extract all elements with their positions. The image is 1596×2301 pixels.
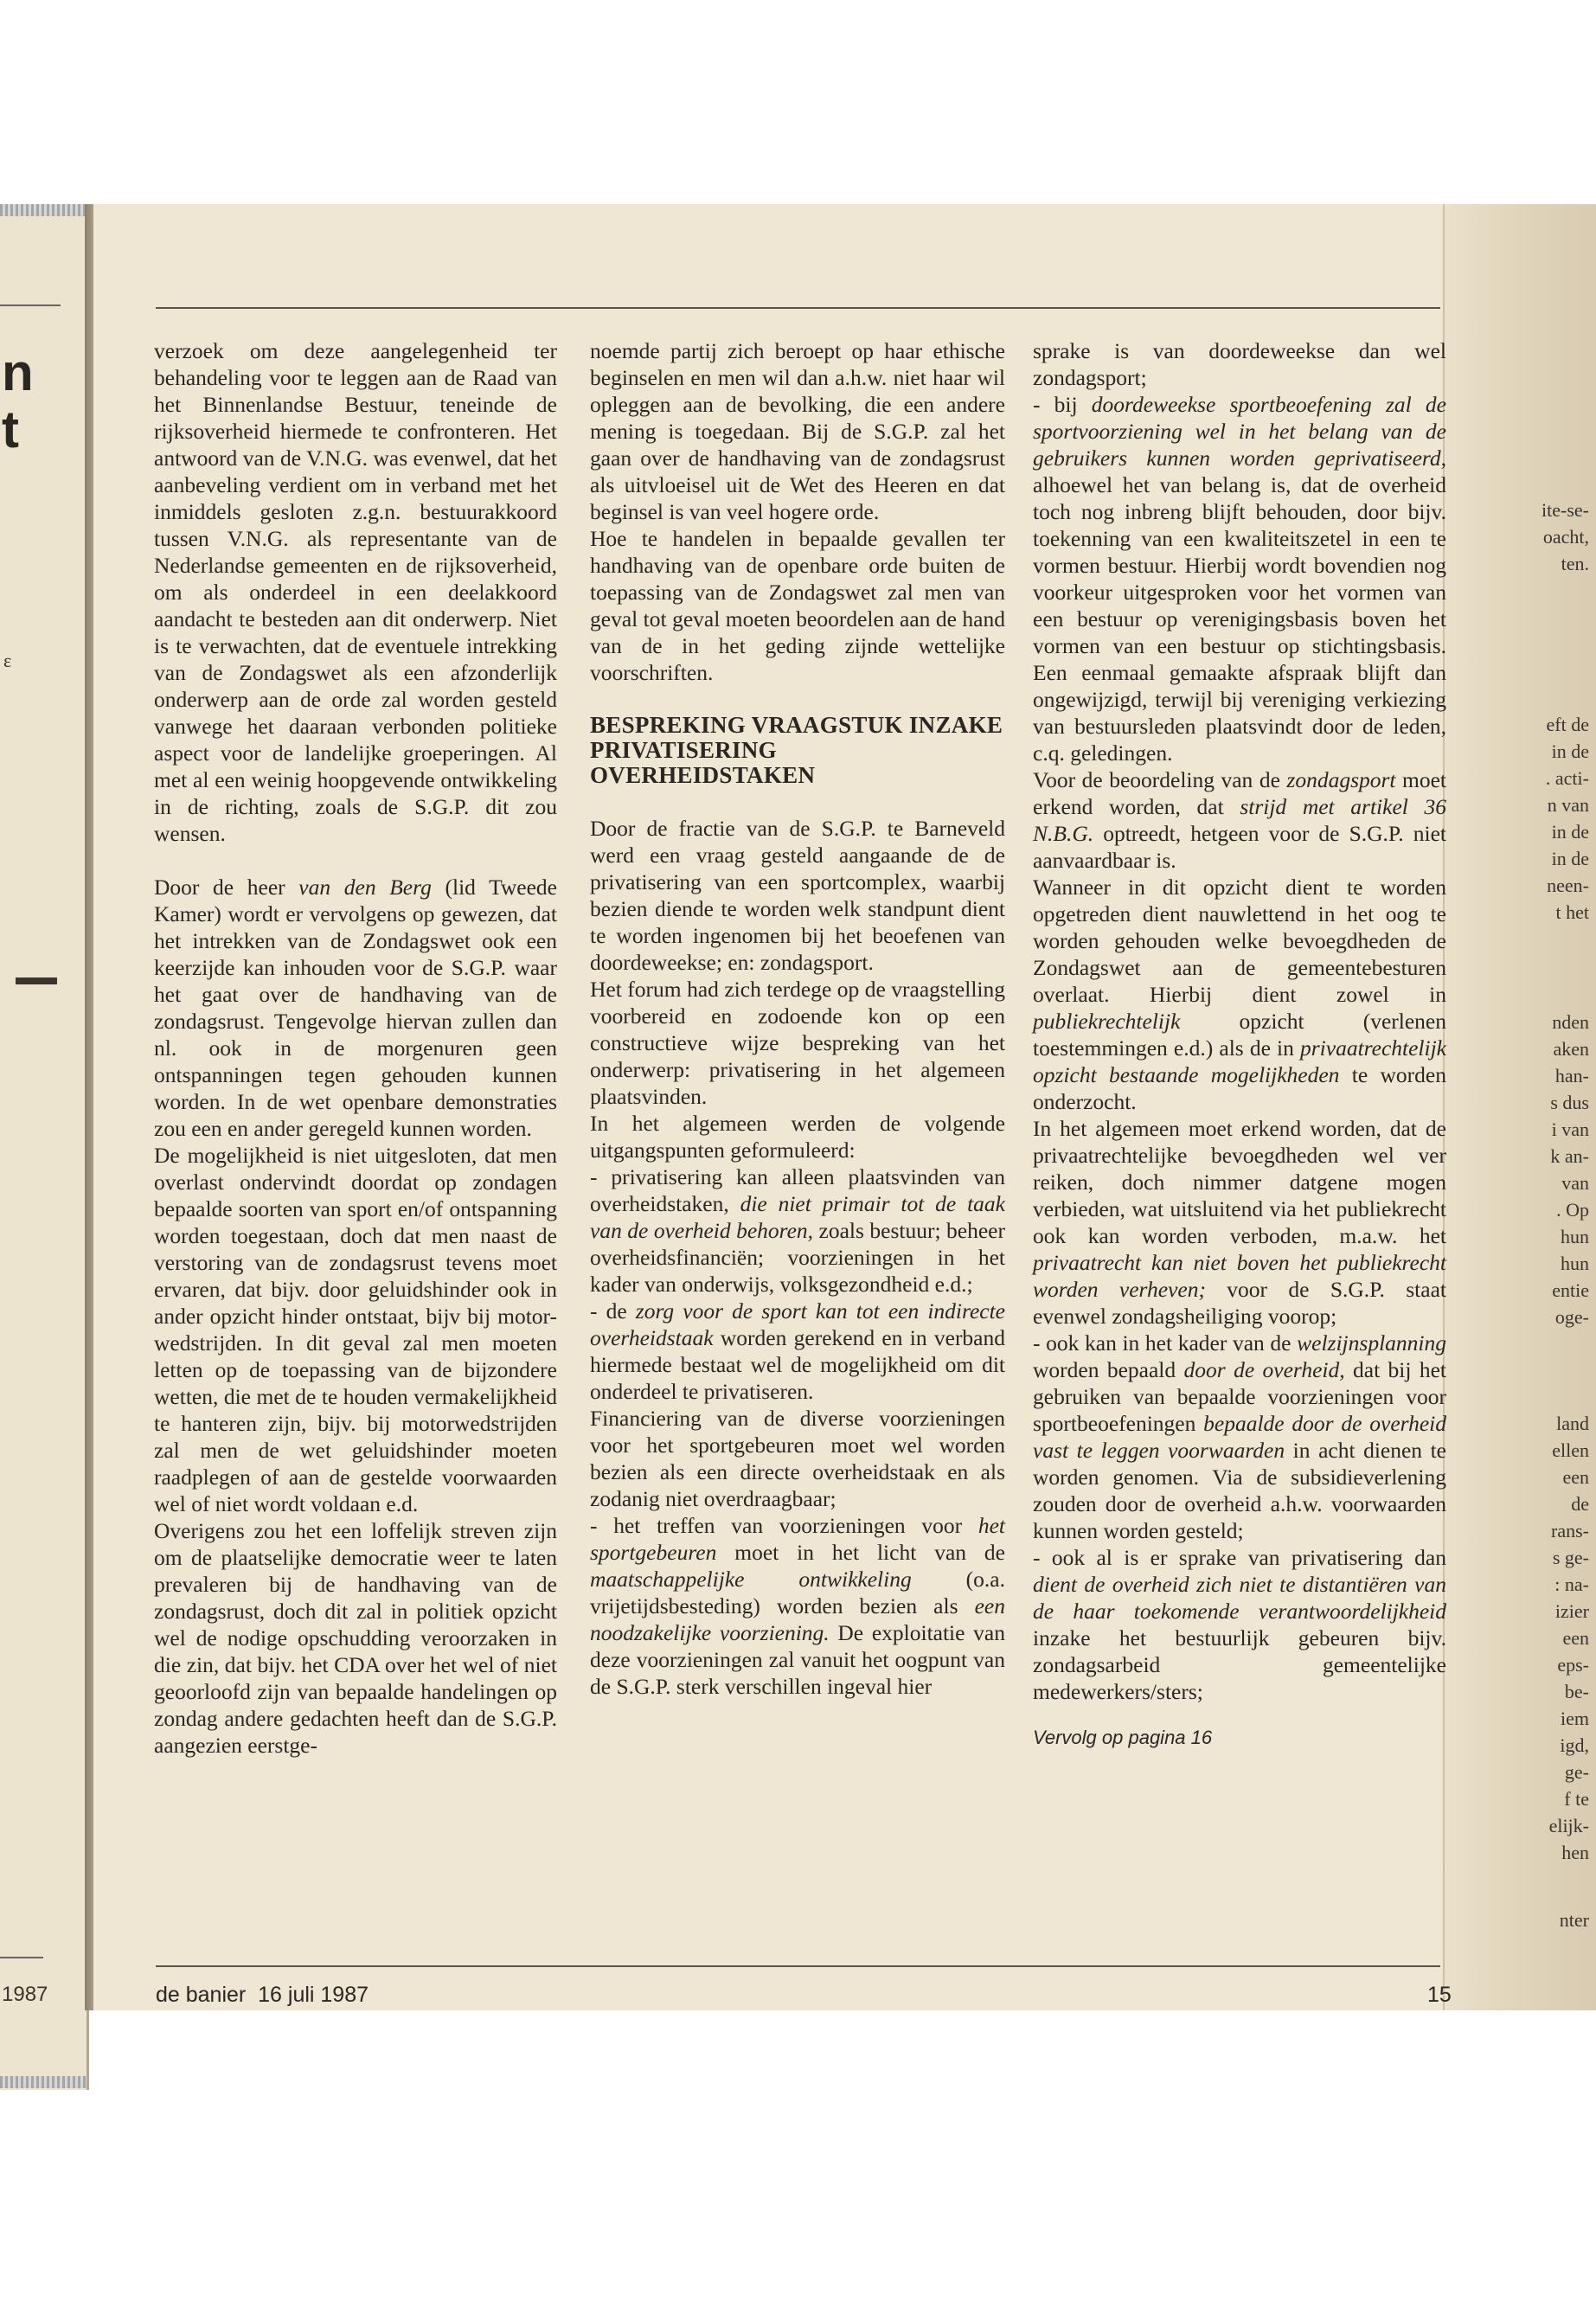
text: (o.a. vrijetijdsbesteding) worden bezien als [590, 1567, 1005, 1618]
text: Wanneer in dit opzicht dient te worden opgetreden dient nauwlettend in het oog te worden gehouden welke bevoegdheden de Zondagswet aan de gemeentebesturen overlaat. Hierbij dient zowel in [1033, 875, 1446, 1007]
text: De exploitatie van deze voorzieningen zal vanuit het oogpunt van de S.G.P. sterk verschillen ingeval hier [590, 1620, 1005, 1699]
text: moet erkend worden, dat [1033, 767, 1446, 819]
text: voor de S.G.P. staat evenwel zondagsheiliging voorop; [1033, 1277, 1446, 1329]
text: - ook al is er sprake van privatisering dan [1033, 1545, 1446, 1570]
text: dat bij het gebruiken van bepaalde voorzieningen voor sportbeoefeningen [1033, 1357, 1446, 1436]
prev-snippet-1 [1546, 711, 1589, 926]
paragraph: Het forum had zich terdege op de vraagstelling voorbereid en zodoende kon op een constructieve wijze bespreking van het onderwerp: privatisering in het algemeen plaatsvinden. [590, 977, 1005, 1109]
prev-page-heading [2, 344, 34, 458]
prev-line: hun [1561, 1226, 1589, 1247]
text: - bij [1033, 392, 1092, 417]
paragraph: Overigens zou het een loffelijk streven zijn om de plaatselijke democratie weer te laten prevaleren bij de handhaving van de zondagsrust, doch dit zal in politiek opzicht wel de nodige opschudding veroorzaken in die zin, dat bijv. het CDA over het wel of niet geoorloofd zijn van bepaalde handelingen op zondag andere gedachten heeft dan de S.G.P. aangezien eerstge- [154, 1518, 557, 1758]
emphasis: privaatrechtelijk opzicht bestaande mogelijkheden [1033, 1035, 1446, 1087]
prev-line: izier [1554, 1600, 1589, 1622]
prev-line: iem [1561, 1708, 1589, 1729]
emphasis: publiekrechtelijk [1033, 1009, 1181, 1034]
text: - privatisering kan alleen plaatsvinden van overheidstaken, [590, 1164, 1005, 1216]
emphasis: die niet primair tot de taak van de overheid behoren, [590, 1191, 1005, 1243]
emphasis: het sportgebeuren [590, 1513, 1005, 1565]
text: opzicht (verlenen toestemmingen e.d.) als de in [1033, 1009, 1446, 1061]
prev-page-rule [0, 304, 61, 306]
text: optreedt, hetgeen voor de S.G.P. niet aanvaardbaar is. [1033, 821, 1446, 873]
prev-line: eps- [1557, 1654, 1589, 1676]
prev-snippet-4 [1560, 1907, 1589, 1933]
paragraph: In het algemeen werden de volgende uitgangspunten geformuleerd: [590, 1111, 1005, 1163]
prev-snippet-3 [1549, 1410, 1589, 1866]
list-item [1033, 1544, 1446, 1705]
previous-page-strip [0, 204, 89, 2090]
prev-line: nden [1552, 1011, 1589, 1033]
text: te worden onderzocht. [1033, 1062, 1446, 1114]
text: - het treffen van voorzieningen voor [590, 1513, 978, 1538]
prev-line: s dus [1550, 1092, 1589, 1113]
person-name: van den Berg [298, 875, 432, 900]
prev-line: eft de [1546, 714, 1589, 735]
color-bar-top [0, 204, 87, 216]
paragraph: Hoe te handelen in bepaalde gevallen ter handhaving van de openbare orde buiten de toepassing van de Zondagswet zal men van geval tot geval moeten beoordelen aan de hand van de in het geding zijnde wettelijke voorschriften. [590, 526, 1005, 685]
prev-line: hen [1561, 1842, 1589, 1863]
paragraph: Door de fractie van de S.G.P. te Barneveld werd een vraag gesteld aangaande de de privatisering van een sportcomplex, waarbij bezien diende te worden welk standpunt dient te worden ingenomen bij het beoefenen van doordeweekse; en: zondagsport. [590, 816, 1005, 975]
prev-page-rule-bottom [0, 1957, 43, 1958]
paragraph [1033, 766, 1446, 874]
prev-line: in de [1551, 740, 1589, 762]
prev-line: ite-se- [1542, 499, 1589, 521]
text: - ook kan in het kader van de [1033, 1330, 1298, 1356]
paragraph-van-den-berg: Door de heer van den Berg (lid Tweede Kamer) wordt er vervolgens op gewezen, dat het intrekken van de Zondagswet ook een keerzijde kan inhouden voor de S.G.P. waar het gaat over de handhaving van de zondagsrust. Tengevolge hiervan zullen dan nl. ook in de morgenuren geen ontspanningen tegen gehouden kunnen worden. In de wet openbare demonstraties zou een en ander geregeld kunnen worden. [154, 875, 557, 1141]
prev-line: be- [1564, 1681, 1589, 1702]
prev-line: ε [3, 650, 12, 671]
emphasis: door de overheid, [1183, 1357, 1345, 1382]
text: In het algemeen moet erkend worden, dat de privaatrechtelijke bevoegdheden wel ver reiken, doch nimmer datgene mogen verbieden, wat uitsluitend via het publiekrecht ook kan worden verboden, m.a.w. het [1033, 1116, 1446, 1248]
list-item [590, 1298, 1005, 1405]
prev-line: ten. [1561, 553, 1589, 574]
list-item [1033, 391, 1446, 766]
article-column-3 [1033, 337, 1446, 1751]
list-item [1033, 1330, 1446, 1544]
prev-line: entie [1552, 1279, 1589, 1301]
emphasis: doordeweekse sportbeoefening zal de sportvoorziening wel in het belang van de gebruikers kunnen worden geprivatiseerd, [1033, 392, 1446, 471]
prev-line: n van [1547, 794, 1589, 816]
prev-line: t het [1555, 901, 1589, 923]
prev-snippet-mark [3, 647, 11, 674]
paragraph: Financiering van de diverse voorzieningen voor het sportgebeuren moet wel worden bezien als een directe overheidstaak en als zodanig niet overdraagbaar; [590, 1406, 1005, 1511]
footer-rule [156, 1965, 1440, 1967]
prev-line: rans- [1551, 1520, 1589, 1541]
paragraph [1033, 874, 1446, 1115]
emphasis: maatschappelijke ontwikkeling [590, 1567, 912, 1592]
prev-line: aken [1553, 1038, 1589, 1060]
text: Voor de beoordeling van de [1033, 767, 1287, 792]
emphasis: bepaalde door de overheid vast te leggen voorwaarden [1033, 1411, 1446, 1463]
prev-heading-line: t [2, 401, 19, 458]
prev-line: in de [1551, 821, 1589, 843]
prev-line: i van [1551, 1118, 1589, 1140]
text: moet in het licht van de [716, 1540, 1005, 1565]
paragraph: De mogelijkheid is niet uitgesloten, dat men overlast ondervindt doordat op zondagen bepaalde soorten van sport en/of ontspanning worden toegestaan, doch dat men naast de verstoring van de zondagsrust tevens moet ervaren, dat bijv. door geluidshinder ook in ander opzicht hinder ontstaat, bijv bij motor-wedstrijden. In dit geval zal men moeten letten op de toepassing van de bijzondere wetten, die met de te houden vermakelijkheid te hanteren zijn, bijv. bij motorwedstrijden zal men de wet geluidshinder moeten raadplegen of aan de gestelde voorwaarden wel of niet wordt voldaan e.d. [154, 1143, 557, 1516]
article-column-1 [154, 337, 557, 1759]
text: - de [590, 1298, 636, 1324]
prev-line: . acti- [1545, 767, 1589, 789]
emphasis: strijd met artikel 36 N.B.G. [1033, 794, 1446, 846]
article-column-2 [590, 337, 1005, 1700]
prev-line: van [1561, 1172, 1589, 1194]
prev-page-year: 1987 [2, 1983, 48, 2006]
paragraph [1033, 1115, 1446, 1330]
prev-line: . Op [1556, 1199, 1589, 1221]
paragraph: noemde partij zich beroept op haar ethische beginselen en men wil dan a.h.w. niet haar wil opleggen aan de bevolking, die een andere mening is toegedaan. Bij de S.G.P. zal het gaan over de handhaving van de zondagsrust als uitvloeisel uit de Wet des Heeren en dat beginsel is van veel hogere orde. [590, 338, 1005, 524]
emphasis: een noodzakelijke voorziening. [590, 1593, 1005, 1645]
emphasis: privaatrecht kan niet boven het publiekrecht worden verheven; [1033, 1250, 1446, 1302]
paragraph: verzoek om deze aangelegenheid ter behandeling voor te leggen aan de Raad van het Binnenlandse Bestuur, teneinde de rijksoverheid hiermede te confronteren. Het antwoord van de V.N.G. was evenwel, dat het aanbeveling verdient om in verband met het inmiddels gesloten z.g.n. bestuurakkoord tussen V.N.G. als representante van de Nederlandse gemeenten en de rijksoverheid, om als onderdeel in een deelakkoord aandacht te besteden aan dit onderwerp. Niet is te verwachten, dat de eventuele intrekking van de Zondagswet als een afzonderlijk onderwerp aan de orde zal worden gesteld vanwege het daaraan verbonden politieke aspect voor de landelijke groeperingen. Al met al een weinig hoopgevende ontwikkeling in de richting, zoals de S.G.P. dit zou wensen. [154, 338, 557, 846]
prev-snippet-2 [1550, 1009, 1589, 1330]
prev-line: igd, [1560, 1734, 1589, 1756]
continued-on-note: Vervolg op pagina 16 [1033, 1727, 1213, 1748]
prev-line: een [1562, 1466, 1589, 1488]
prev-line: k an- [1550, 1145, 1589, 1167]
prev-line: s ge- [1552, 1547, 1589, 1568]
prev-line: in de [1551, 848, 1589, 869]
prev-snippet-top [1542, 497, 1589, 577]
prev-line: ellen [1552, 1439, 1589, 1461]
prev-line: oge- [1554, 1306, 1589, 1328]
text: zoals bestuur; beheer overheidsfinanciën; voorzieningen in het kader van onderwijs, volksgezondheid e.d.; [590, 1218, 1005, 1297]
prev-page-mark [16, 977, 57, 984]
prev-line: han- [1554, 1065, 1589, 1086]
section-heading: BESPREKING VRAAGSTUK INZAKE PRIVATISERING OVERHEIDSTAKEN [590, 712, 1003, 788]
text: in acht dienen te worden genomen. Via de subsidieverlening zouden door de overheid a.h.w. voorwaarden kunnen worden gesteld; [1033, 1438, 1446, 1543]
prev-line: een [1562, 1627, 1589, 1649]
text: inzake het bestuurlijk gebeuren bijv. zondagsarbeid gemeentelijke medewerkers/sters; [1033, 1625, 1446, 1704]
color-bar-bottom [0, 2076, 87, 2088]
paragraph: sprake is van doordeweekse dan wel zondagsport; [1033, 338, 1446, 390]
prev-line: nter [1559, 1909, 1589, 1931]
prev-line: hun [1561, 1253, 1589, 1274]
emphasis: zondagsport [1286, 767, 1396, 792]
list-item [590, 1512, 1005, 1700]
prev-line: oacht, [1542, 526, 1589, 548]
prev-line: f te [1564, 1788, 1589, 1810]
text: worden gerekend en in verband hiermede bestaat wel de mogelijkheid om dit onderdeel te privatiseren. [590, 1325, 1005, 1404]
text: alhoewel het van belang is, dat de overheid toch nog inbreng blijft behouden, door bijv. toekenning van een kwaliteitszetel in een te vormen bestuur. Hierbij wordt bovendien nog voorkeur uitgesproken voor het vormen van een bestuur op verenigingsbasis boven het vormen van een bestuur op stichtingsbasis. Een eenmaal gemaakte afspraak blijft dan ongewijzigd, terwijl bij vereniging verkiezing van bestuursleden plaatsvindt door de leden, c.q. geledingen. [1033, 472, 1446, 766]
publication-date: de banier 16 juli 1987 [156, 1983, 369, 2007]
emphasis: dient de overheid zich niet te distantiëren van de haar toekomende verantwoordelijkheid [1033, 1572, 1446, 1624]
list-item [590, 1163, 1005, 1298]
prev-line: elijk- [1548, 1815, 1589, 1836]
text: worden bepaald [1033, 1357, 1184, 1382]
prev-line: neen- [1547, 875, 1589, 896]
header-rule [156, 307, 1440, 309]
prev-line: de [1571, 1493, 1589, 1515]
prev-line: ge- [1564, 1761, 1589, 1783]
emphasis: welzijnsplanning [1297, 1330, 1446, 1356]
page-number: 15 [1427, 1983, 1452, 2007]
prev-line: land [1556, 1413, 1589, 1434]
prev-heading-line: n [2, 343, 34, 401]
prev-line: : na- [1554, 1574, 1589, 1595]
emphasis: zorg voor de sport kan tot een indirecte overheidstaak [590, 1298, 1005, 1350]
